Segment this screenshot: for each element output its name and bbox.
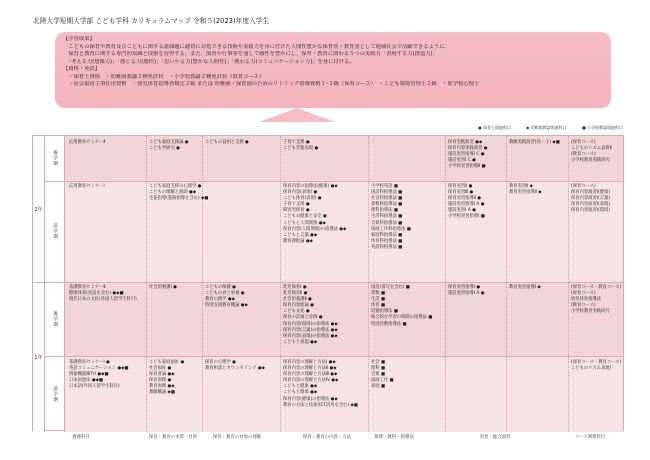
course-name: 保育内容(表現)の指導法 ●◆ (283, 333, 338, 339)
course-cell (283, 184, 346, 245)
course-cell (371, 360, 394, 390)
course-cell (571, 184, 610, 214)
course-name: 国語科指導法 ■ (371, 190, 403, 196)
course-cell (283, 285, 338, 346)
course-name: 教職実践演習(幼・小) ◆■ (509, 140, 560, 145)
course-name: こども文化 ● (283, 309, 310, 315)
column-divider (202, 136, 203, 432)
course-cell (69, 360, 129, 390)
course-name: 教育心理学 ●◆ (205, 297, 235, 303)
course-name: 教育実習指導Ⅰ ◆ (509, 285, 541, 290)
course-name: 応用教育セミナーⅠ (69, 184, 105, 189)
course-cell (149, 184, 208, 202)
course-name: 社会科指導法 ■ (371, 196, 403, 202)
row-divider (33, 282, 623, 283)
intro-line: 【学習成果】 (63, 36, 95, 42)
course-name: 社会的養護Ⅱ ● (283, 297, 312, 303)
course-name: 教育相談とカウンセリング ●◆ (205, 366, 265, 372)
course-name: 社会 ■ (371, 360, 386, 365)
course-name: こども家庭支援の心理学 ● (149, 184, 202, 189)
course-name: 施設実習指導Ⅰ C ● (448, 152, 485, 158)
course-name: 小学校教育実践研究 (571, 309, 610, 315)
column-label: 保育・教育の対象の理解 (212, 435, 262, 440)
intro-line: ・保育士資格 ・幼稚園教諭２種免許状 ・小学校教諭２種免許状（教育コース） (63, 73, 265, 80)
page-title: 北陸大学短期大学部 こども学科 カリキュラムマップ 令和５(2023)年度入学生 (33, 17, 270, 25)
course-cell (149, 285, 177, 291)
course-name: 保育内容の理解と方法Ⅱ ●◆ (283, 366, 337, 372)
course-name: 保育内容の理解と方法Ⅰ ●◆ (283, 360, 336, 365)
course-name: 日本国憲法 ●◆■ (69, 378, 103, 384)
column-divider (146, 136, 147, 432)
course-name: 基礎教育セミナーⅠ ● (69, 360, 110, 365)
course-name: こどもの貧困と支援 ● (205, 140, 249, 145)
course-name: 応用教育セミナーⅡ (69, 140, 106, 145)
legend-item: ■ 小学校教諭関連科目 (581, 125, 623, 130)
semester-label: 後学期 (45, 136, 65, 181)
course-name: こどもと表現 ●◆ (283, 339, 318, 345)
course-name: こどもの理解と援助 ●◆ (149, 190, 197, 196)
course-name: 施設実習Ⅰ A ● (448, 208, 476, 214)
course-cell (69, 285, 137, 303)
semester-label: 前学期 (45, 181, 65, 282)
course-name: こども体育(表現) ● (283, 196, 322, 202)
course-name: 理科 ■ (371, 366, 386, 372)
course-name: 保育原理 ● (149, 378, 172, 384)
course-name: 算数 ■ (371, 291, 386, 297)
course-name: 情報機器操作Ⅰ ●◆■ (69, 372, 109, 378)
course-name: 小学校英語 ■ (371, 184, 398, 189)
course-cell (509, 285, 541, 291)
course-name: こどもと人間関係 ●◆ (283, 220, 326, 226)
year-label: 2年 (33, 136, 45, 282)
legend-item: ● 保育士関連科目 (478, 125, 512, 130)
course-cell (205, 360, 265, 372)
course-name: こどもと言葉 ●◆ (283, 232, 318, 238)
course-name: 図画工作科指導法 ■ (371, 226, 411, 232)
course-name: 現代日本の文化(外国人留学生科目) (69, 297, 137, 303)
course-name: 健康体育(実技を含む) ●◆■ (69, 291, 124, 297)
column-divider (506, 136, 507, 432)
course-name: こどものリズム表現Ⅱ (571, 146, 612, 152)
course-name: こども家庭支援論 ● (149, 140, 189, 145)
course-name: 子育て支援 ● (283, 202, 310, 208)
course-name: 図画工作 ■ (371, 378, 394, 384)
course-name: 保育内容の理解と方法Ⅳ ●◆ (283, 378, 339, 384)
course-name: (保育コース) (571, 140, 596, 145)
course-name: 保育内容演習Ⅰ(環境) (571, 208, 610, 214)
course-name: 家庭 ■ (371, 384, 386, 390)
course-cell (448, 285, 484, 297)
legend-item: ◆ 幼稚園教諭関連科目 (526, 125, 567, 130)
course-name: 保育内容の指導法(健康) ●◆ (283, 184, 338, 189)
column-label: 教養科目 (72, 435, 90, 440)
course-cell (69, 184, 105, 190)
column-divider (280, 136, 281, 432)
course-name: (保育コース・教育コース) (571, 285, 622, 290)
course-name: 生徒指導(進路指導を含む) ◆■ (149, 196, 209, 202)
course-name: 英語コミュニケーション ●◆■ (69, 366, 129, 372)
column-footer (32, 431, 624, 445)
course-cell (149, 140, 189, 152)
course-name: (保育コース) (571, 291, 596, 297)
course-name: (教育コース) (571, 303, 596, 309)
column-divider (445, 136, 446, 432)
course-name: 保育内容演習Ⅰ(言葉) (571, 196, 610, 202)
course-name: 保育内容の理解と方法Ⅲ ●◆ (283, 372, 338, 378)
row-divider (45, 356, 623, 357)
row-bg (65, 282, 623, 356)
column-label: コース関連科目 (574, 435, 606, 440)
course-cell (371, 184, 411, 251)
course-cell (448, 140, 488, 170)
course-name: 教育原理 ●◆ (149, 384, 175, 390)
course-name: 幼児体育指導法 (571, 297, 602, 303)
course-name: 小学校実習指導Ⅱ ■ (448, 164, 486, 170)
course-name: 社会福祉 ● (149, 366, 172, 372)
row-divider (45, 181, 623, 182)
course-cell (283, 360, 358, 409)
column-label: 保育・教育の本質・目的 (148, 435, 198, 440)
course-name: 保育内容演習Ⅰ(表現) (571, 202, 610, 208)
course-name: 保育実習Ⅱ ● (448, 184, 473, 189)
intro-line: 「考える力(想像力)」「感じる力(感性)」「思いやる力(豊かな人間性)」「関わる力(コミュニケーション力)」を身に付ける。 (63, 58, 355, 65)
course-name: 保育内容(健康)の指導法 ●◆ (283, 396, 338, 402)
course-name: 体育科指導法 ■ (371, 238, 403, 244)
course-name: 保育内容(環境)の指導法 ●◆ (283, 321, 338, 327)
course-name: 子育て支援 ● (283, 140, 310, 145)
course-name: 保育の心理学 ● (205, 360, 236, 365)
course-name: 保育者論 ●◆ (149, 372, 175, 378)
course-name: 教育実習Ⅱ ◆ (509, 184, 533, 189)
course-name: 基礎教育セミナーⅡ (69, 285, 106, 290)
course-name: 総合的な学習の時間の指導法 ■ (371, 315, 433, 321)
course-name: 国語(書写を含む) ■ (371, 285, 410, 290)
course-name: 理科指導法 ■ (371, 208, 398, 214)
semester-label: 後学期 (45, 282, 65, 356)
column-divider (568, 136, 569, 432)
semester-label: 前学期 (45, 356, 65, 432)
course-cell (509, 184, 542, 196)
course-name: 算数科指導法 ■ (371, 202, 403, 208)
course-name: 小学校実習指導Ⅰ ■ (448, 214, 485, 220)
course-name: 保育内容総論 ● (283, 303, 314, 309)
course-name: 保育内容演習Ⅰ(健康) (571, 190, 610, 196)
course-name: 施設実習Ⅰ C ● (448, 158, 476, 164)
course-name: (保育コース) (571, 184, 596, 189)
up-arrow-icon (259, 108, 335, 122)
course-name: 保育内容(表現) ● (283, 190, 318, 196)
course-cell (69, 140, 106, 146)
course-name: 保育実践演習 ●◆ (448, 140, 483, 145)
course-name: 特別支援教育概論 ●◆ (205, 303, 248, 309)
column-label: 領域・教科・指導法 (374, 435, 414, 440)
course-name: こどもと環境 ●◆ (283, 390, 318, 396)
legend (464, 125, 623, 131)
course-name: 乳児保育Ⅱ ● (283, 291, 308, 297)
course-name: 保育の計画と評価 ● (283, 315, 323, 321)
course-name: 生活科指導法 ■ (371, 214, 403, 220)
column-divider (368, 136, 369, 432)
course-name: 特別活動指導法 ■ (371, 321, 407, 327)
course-name: こども学研究 ● (149, 146, 180, 152)
column-label: 保育・教育の内容・方法 (302, 435, 352, 440)
course-name: 教育実習指導Ⅱ ◆ (509, 190, 542, 196)
course-name: (教育コース) (571, 152, 596, 158)
intro-line: 【資格・免許】 (63, 66, 101, 72)
course-name: こども家庭福祉 ● (149, 360, 185, 365)
intro-line: ・社会福祉主事任用資格 ・幼児体育指導者検定２級 または 幼稚園・保育園のためのリトミック指導資格１･２級（保育コース） ・こども環境管理士２級 ・准学校心理士 (63, 81, 480, 87)
course-name: 乳児保育Ⅰ ● (283, 285, 307, 290)
course-name: 保育内容(人間関係)の指導法 ●◆ (283, 226, 347, 232)
course-name: こどもの保健 ● (205, 285, 236, 290)
course-name: 小学校教育実践研究 (571, 158, 610, 164)
intro-line: 保育と教育に関する専門的知識と技術を習得する。また、演習や行事等を通して感性を豊かにし、保育・教育に関わる５つの実践力「表現する力(創造力)」 (63, 51, 438, 57)
course-name: 英語科指導法 ■ (371, 244, 403, 250)
year-label: 1年 (33, 282, 45, 432)
course-cell (571, 285, 621, 315)
course-name: 日本語(外国人留学生科目) (69, 384, 120, 390)
course-cell (571, 360, 621, 372)
learning-outcomes-box (55, 32, 611, 108)
course-name: 施設実習指導Ⅰ A ● (448, 291, 485, 297)
course-cell (205, 285, 248, 309)
course-name: 保育実習Ⅲ ● (448, 190, 474, 196)
course-name: 保育内容実践演習 ● (448, 146, 488, 152)
course-name: 保育実習指導Ⅰ ● (448, 285, 481, 290)
course-name: 保育内容(言葉)の指導法 ●◆ (283, 327, 338, 333)
course-name: 体育 ■ (371, 303, 386, 309)
course-cell (509, 140, 560, 146)
course-name: 保育実習指導Ⅱ ● (448, 196, 482, 202)
curriculum-grid (32, 135, 624, 431)
course-name: 障害児保育 ● (283, 208, 310, 214)
course-name: こどもの健康と安全 ● (283, 214, 327, 220)
course-cell (571, 140, 612, 164)
course-name: 音楽科指導法 ■ (371, 220, 403, 226)
course-name: (保育コース・教育コース) (571, 360, 622, 365)
course-cell (371, 285, 432, 328)
course-name: 社会的養護Ⅰ ● (149, 285, 177, 290)
course-cell (283, 140, 318, 152)
column-label: 実習・総合演習 (479, 435, 511, 440)
course-name: 道徳指導法 ■ (371, 309, 398, 315)
course-name: 教職概論 ◆■ (149, 390, 175, 396)
course-cell (149, 360, 184, 397)
course-name: 生活 ■ (371, 297, 386, 303)
course-name: 家庭科指導法 ■ (371, 232, 403, 238)
course-name: こどものリズム表現Ⅰ (571, 366, 611, 372)
intro-line: こどもの保育や教育及びこどもに関する諸課題に適切に対処できる技術や実践力を身に付けた人間性豊かな保育者・教育者として地域社会で活躍できるように、 (63, 43, 450, 50)
course-name: 教育の方法と技術(ICT活用を含む) ◆■ (283, 402, 358, 408)
course-name: 音楽 ■ (371, 372, 386, 378)
course-name: 施設実習指導Ⅰ A ● (448, 202, 485, 208)
course-name: こども音楽表現 ● (283, 146, 319, 152)
course-name: こどもの食と栄養 ● (205, 291, 245, 297)
course-cell (448, 184, 485, 221)
course-name: こどもと健康 ●◆ (283, 384, 318, 390)
course-cell (205, 140, 249, 146)
course-name: 教育課程論 ●◆ (283, 238, 313, 244)
